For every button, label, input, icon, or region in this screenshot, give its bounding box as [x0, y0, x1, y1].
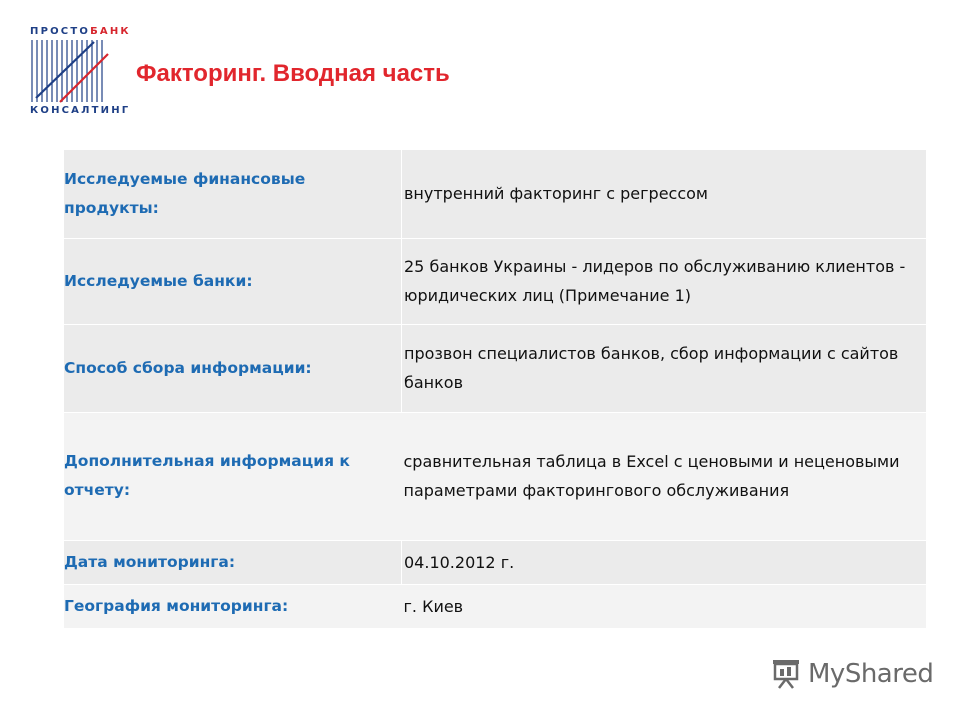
- row-label: География мониторинга:: [64, 584, 402, 628]
- row-label: Исследуемые банки:: [64, 238, 402, 324]
- table-row: [64, 412, 926, 540]
- row-value: внутренний факторинг с регрессом: [402, 150, 927, 238]
- presentation-screen-icon: [770, 659, 802, 689]
- row-label: Дополнительная информация к отчету:: [64, 412, 402, 540]
- table-row: [64, 324, 926, 412]
- row-value: прозвон специалистов банков, сбор информации с сайтов банков: [402, 324, 927, 412]
- row-label: Исследуемые финансовые продукты:: [64, 150, 402, 238]
- table-row: [64, 584, 926, 628]
- info-table: [64, 150, 926, 629]
- row-value: 25 банков Украины - лидеров по обслуживанию клиентов - юридических лиц (Примечание 1): [402, 238, 927, 324]
- page-title: Факторинг. Вводная часть: [136, 60, 450, 87]
- myshared-watermark: [770, 656, 933, 692]
- table-row: [64, 150, 926, 238]
- table-row: [64, 238, 926, 324]
- logo-stripes-graphic: [30, 40, 114, 104]
- watermark-text: MyShared: [808, 659, 934, 689]
- row-label: Дата мониторинга:: [64, 540, 402, 584]
- table-row: [64, 540, 926, 584]
- prostobank-logo: [30, 26, 131, 118]
- row-value: 04.10.2012 г.: [402, 540, 927, 584]
- logo-wordmark-top: ПРОСТОБАНК: [30, 26, 131, 37]
- logo-wordmark-bottom: КОНСАЛТИНГ: [30, 105, 131, 116]
- row-value: сравнительная таблица в Excel с ценовыми и неценовыми параметрами факторингового обслуживания: [402, 412, 927, 540]
- row-label: Способ сбора информации:: [64, 324, 402, 412]
- row-value: г. Киев: [402, 584, 927, 628]
